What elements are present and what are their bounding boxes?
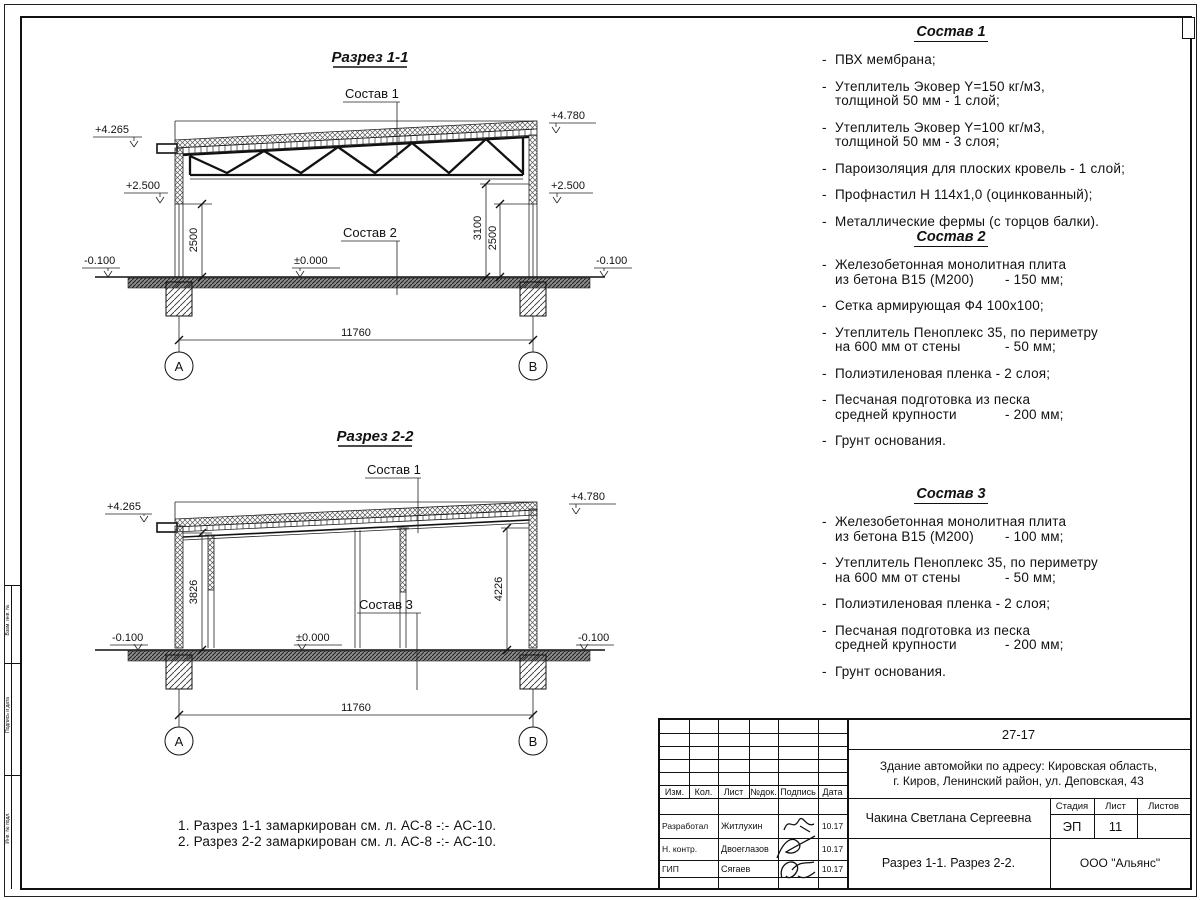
foundation xyxy=(166,655,192,689)
axis-letter-a: А xyxy=(174,734,184,749)
foundation xyxy=(166,282,192,316)
right-wall xyxy=(529,509,537,648)
elevation-4780: +4.780 xyxy=(571,491,605,503)
tb-company: ООО "Альянс" xyxy=(1079,856,1161,870)
list-item: - Песчаная подготовка из песка средней крупности - 200 мм; xyxy=(822,392,1064,422)
list-item: - Железобетонная монолитная плита из бетона В15 (М200) - 150 мм; xyxy=(822,257,1067,287)
tb-name: Двоеглазов xyxy=(721,844,769,854)
list-item: - Утеплитель Эковер Y=150 кг/м3, толщиной 50 мм - 1 слой; xyxy=(822,78,1045,108)
material-list-sostav-3 xyxy=(810,486,1192,691)
tb-date: 10.17 xyxy=(821,844,844,854)
axis-letter-b: В xyxy=(528,734,538,749)
canopy-ledge xyxy=(157,144,177,153)
elevation-minus100-left: -0.100 xyxy=(84,255,116,267)
leader-label-sostav1: Состав 1 xyxy=(367,462,421,477)
left-wall xyxy=(175,148,183,204)
tb-date: 10.17 xyxy=(821,863,844,874)
dimension-2500-left: 2500 xyxy=(188,227,200,253)
leader-label-sostav2: Состав 2 xyxy=(343,225,397,240)
interior-partition xyxy=(355,530,360,648)
list-item: - Полиэтиленовая пленка - 2 слоя; xyxy=(822,365,1051,381)
tb-header-podpis: Подпись xyxy=(780,786,816,797)
note-line: 1. Разрез 1-1 замаркирован см. л. АС-8 -:- АС-10. xyxy=(178,818,497,833)
elevation-4265: +4.265 xyxy=(107,501,141,513)
side-strip-label: Взам. инв. № xyxy=(5,604,11,636)
title-block xyxy=(658,718,1192,890)
tb-stage-value: ЭП xyxy=(1062,818,1082,834)
list-item: - Полиэтиленовая пленка - 2 слоя; xyxy=(822,596,1051,611)
section-2-2-drawing xyxy=(95,428,616,755)
elevation-minus100-left: -0.100 xyxy=(112,632,144,644)
leader-label-sostav3: Состав 3 xyxy=(359,597,413,612)
tb-stage-label: Стадия xyxy=(1055,800,1089,812)
dimension-span: 11760 xyxy=(341,327,371,339)
tb-name: Житлухин xyxy=(721,821,763,831)
tb-role: ГИП xyxy=(662,863,679,874)
note-line: 2. Разрез 2-2 замаркирован см. л. АС-8 -:- АС-10. xyxy=(178,834,497,849)
material-list-sostav-1 xyxy=(810,24,1192,241)
side-strip-label: Инв. № подл. xyxy=(5,812,11,844)
tb-header-data: Дата xyxy=(822,786,843,797)
list-item: - ПВХ мембрана; xyxy=(822,52,936,67)
list-item: - Утеплитель Пеноплекс 35, по периметру на 600 мм от стены - 50 мм; xyxy=(822,555,1099,585)
tb-sheet-value: 11 xyxy=(1108,818,1123,834)
list-item: - Грунт основания. xyxy=(822,433,947,448)
right-wall xyxy=(529,135,537,204)
sheet-notes xyxy=(178,818,496,850)
elevation-2500-left: +2.500 xyxy=(126,180,160,192)
tb-header-kol: Кол. xyxy=(694,786,713,797)
elevation-minus100-right: -0.100 xyxy=(578,632,610,644)
material-list-sostav-2 xyxy=(810,229,1192,461)
list-title: Состав 3 xyxy=(916,486,986,502)
list-item: - Утеплитель Пеноплекс 35, по периметру на 600 мм от стены - 50 мм; xyxy=(822,324,1099,354)
axis-letter-b: В xyxy=(528,359,538,374)
dimension-3100-right: 3100 xyxy=(472,215,484,241)
list-item: - Песчаная подготовка из песка средней крупности - 200 мм; xyxy=(822,622,1064,652)
section-2-2-title: Разрез 2-2 xyxy=(336,428,414,445)
tb-doc-number: 27-17 xyxy=(1001,727,1036,742)
tb-sheets-label: Листов xyxy=(1148,800,1179,812)
elevation-zero: ±0.000 xyxy=(296,632,330,644)
tb-header-izm: Изм. xyxy=(664,786,685,797)
section-1-1-drawing xyxy=(82,49,632,380)
list-item: - Железобетонная монолитная плита из бетона В15 (М200) - 100 мм; xyxy=(822,514,1067,544)
tb-name: Сягаев xyxy=(721,863,751,874)
foundation xyxy=(520,282,546,316)
dimension-span: 11760 xyxy=(341,702,371,714)
dimension-2500-right: 2500 xyxy=(487,225,499,251)
axis-letter-a: А xyxy=(174,359,184,374)
tb-date: 10.17 xyxy=(821,821,844,831)
dimension-4226-right: 4226 xyxy=(493,576,505,602)
elevation-2500-right: +2.500 xyxy=(551,180,585,192)
elevation-zero: ±0.000 xyxy=(294,255,328,267)
elevation-4780: +4.780 xyxy=(551,110,585,122)
list-item: - Утеплитель Эковер Y=100 кг/м3, толщиной 50 мм - 3 слоя; xyxy=(822,119,1045,149)
interior-column xyxy=(400,528,406,592)
leader-label-sostav1: Состав 1 xyxy=(345,86,399,101)
list-item: - Металлические фермы (с торцов балки). xyxy=(822,213,1100,229)
side-strip-label: Подпись и дата xyxy=(5,697,11,733)
tb-author: Чакина Светлана Сергеевна xyxy=(865,811,1032,825)
tb-header-ndok: №док. xyxy=(750,786,777,797)
tb-project-title: Здание автомойки по адресу: Кировская область, г. Киров, Ленинский район, ул. Деповская, 43 xyxy=(879,758,1158,788)
left-wall xyxy=(175,526,183,648)
interior-column xyxy=(208,535,214,590)
tb-role: Разработал xyxy=(662,821,709,831)
signature xyxy=(776,854,818,886)
section-1-1-title: Разрез 1-1 xyxy=(331,49,409,66)
dimension-3826-left: 3826 xyxy=(188,579,200,605)
elevation-4265: +4.265 xyxy=(95,124,129,136)
tb-sheet-label: Лист xyxy=(1105,800,1126,812)
list-item: - Профнастил Н 114х1,0 (оцинкованный); xyxy=(822,187,1093,202)
tb-sheet-title: Разрез 1-1. Разрез 2-2. xyxy=(881,856,1016,870)
list-item: - Сетка армирующая Ф4 100х100; xyxy=(822,298,1044,313)
foundation xyxy=(520,655,546,689)
list-title: Состав 2 xyxy=(916,229,986,245)
tb-sheets-value xyxy=(1137,814,1190,838)
canopy-ledge xyxy=(157,523,177,532)
list-title: Состав 1 xyxy=(916,24,986,40)
tb-role: Н. контр. xyxy=(662,844,698,854)
tb-header-list: Лист xyxy=(723,786,744,797)
elevation-minus100-right: -0.100 xyxy=(596,255,628,267)
list-item: - Пароизоляция для плоских кровель - 1 слой; xyxy=(822,160,1126,176)
list-item: - Грунт основания. xyxy=(822,663,947,679)
